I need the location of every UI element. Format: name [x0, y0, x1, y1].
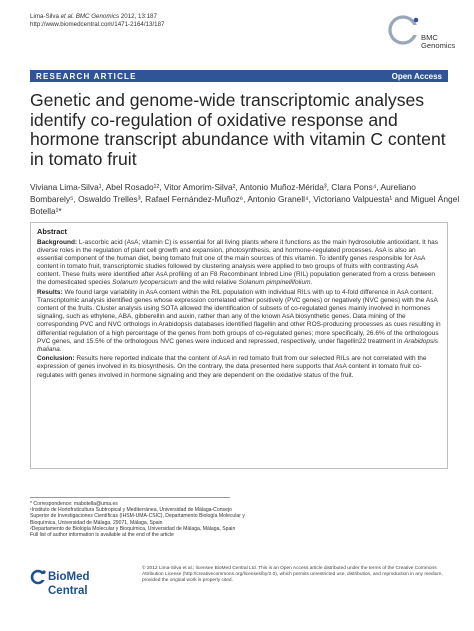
biomed-central-logo — [30, 568, 130, 597]
abstract-box — [30, 222, 448, 469]
article-title: Genetic and genome-wide transcriptomic analyses identify co-regulation of oxidative response and hormone transcript abundance with vitamin C content in tomato fruit — [30, 90, 446, 169]
affiliation-1: ¹Instituto de Hortofruticultura Subtropical y Mediterránea, Universidad de Málaga-Consejo Superior de Investigaciones Científicas (IHSM-UMA-CSIC), Departamento Biología Molecular y Bioquímica, Universidad de Málaga, 29071, Málaga, Spain — [30, 507, 245, 526]
article-type-banner — [30, 70, 448, 82]
logo-text-genomics: Genomics — [421, 41, 456, 50]
background-text-end: . — [310, 279, 313, 287]
citation-volume: 2012, 13:187 — [119, 13, 157, 20]
research-article-label: RESEARCH ARTICLE — [36, 71, 137, 81]
results-text: We found large variability in AsA content within the RIL population with individual RILs with up to 4-fold difference in AsA content. Transcriptomic analysis identified genes whose expression correlated either positively (PVC genes) or negatively (NVC genes) with the AsA content of the fruits. Cluster analysis using SOTA allowed the identification of subsets of co-regulated genes mainly involved in hormones signaling, such as ethylene, ABA, gibberellin and auxin, rather than any of the known AsA biosynthetic genes. Data mining of the corresponding PVC and NVC orthologs in Arabidopsis databases identified flagellin and other ROS-producing processes as cues resulting in differential regulation of a high percentage of the genes from both groups of co-regulated genes; more specifically, 26.6% of the orthologous PVC genes, and 15.5% of the orthologous NVC genes were induced and repressed, respectively, under flagellin22 treatment in — [37, 289, 441, 345]
abstract-heading: Abstract — [37, 227, 67, 236]
abstract-results — [37, 289, 441, 354]
bmc-genomics-logo — [388, 10, 456, 56]
bmc-circle-logo-icon — [388, 10, 422, 50]
affiliations — [30, 501, 250, 538]
species-name-1: Solanum lycopersicum — [112, 279, 178, 287]
conclusion-text: Results here reported indicate that the content of AsA in red tomato fruit from our selected RILs are not correlated with the expression of genes involved in its biosynthesis. On the contrary, the data presented here supports that AsA content in tomato fruit co-regulates with genes involved in hormone signaling and they are dependent on the oxidative status of the fruit. — [37, 355, 427, 379]
affiliation-2: ²Departamento de Biología Molecular y Bioquímica, Universidad de Málaga, Málaga, Spain — [30, 525, 236, 532]
logo-text-bmc: BMC — [421, 33, 438, 42]
open-access-label: Open Access — [391, 71, 442, 81]
results-text-end: . — [59, 345, 62, 353]
abstract-conclusion — [37, 355, 441, 379]
journal-citation — [30, 13, 165, 29]
background-label: Background: — [37, 239, 78, 246]
citation-authors: Lima-Silva — [30, 13, 61, 20]
biomed-central-text: BioMed Central — [48, 571, 90, 597]
correspondence: * Correspondence: mabotella@uma.es — [30, 501, 118, 507]
citation-journal: et al. BMC Genomics — [60, 13, 120, 20]
background-text-mid: and the wild relative — [177, 279, 239, 287]
footnote-divider — [30, 497, 230, 498]
conclusion-label: Conclusion: — [37, 355, 75, 363]
author-info-note: Full list of author information is available at the end of the article — [30, 532, 174, 539]
species-name-3: Arabidopsis thaliana — [37, 337, 438, 353]
biomed-central-icon — [30, 568, 48, 586]
abstract-background — [37, 239, 441, 288]
species-name-2: Solanum pimpinellifolium — [238, 279, 311, 287]
background-text: L-ascorbic acid (AsA; vitamin C) is essential for all living plants where it functions as the main hydrosoluble antioxidant. It has diverse roles in the regulation of plant cell growth and expansion, photosynthesis, and hormone-regulated processes. AsA is also an essential component of the human diet, being tomato fruit one of the main sources of this vitamin. To identify genes responsible for AsA content in tomato fruit, transcriptomic studies followed by clustering analysis were applied to two groups of fruits with contrasting AsA content. These fruits were identified after AsA profiling of an F8 Recombinant Inbred Line (RIL) population generated from a cross between the domesticated species — [37, 239, 439, 287]
license-note: © 2012 Lima-Silva et al.; licensee BioMed Central Ltd. This is an Open Access article distributed under the terms of the Creative Commons Attribution License (http://creativecommons.org/licenses/by/2.0), which permits unrestricted use, distribution, and reproduction in any medium, provided the original work is properly cited. — [142, 566, 443, 583]
results-label: Results: — [37, 289, 63, 297]
article-url[interactable]: http://www.biomedcentral.com/1471-2164/13/187 — [30, 21, 165, 28]
author-list: Viviana Lima-Silva¹, Abel Rosado¹², Vitor Amorim-Silva², Antonio Muñoz-Mérida³, Clara Pons⁴, Aureliano Bombarely⁵, Oswaldo Trelles³, Rafael Fernández-Muñoz⁶, Antonio Granell⁴, Victoriano Valpuesta¹ and Miguel Ángel Botella¹* — [30, 182, 460, 216]
